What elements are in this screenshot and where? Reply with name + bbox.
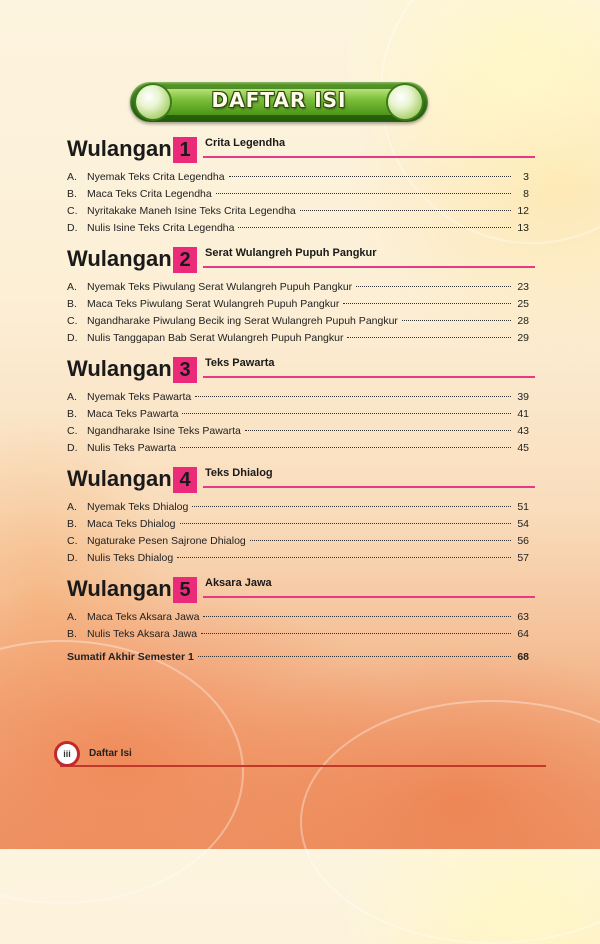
chapter-number-badge: 1: [173, 137, 197, 163]
toc-entry[interactable]: [67, 627, 529, 641]
entry-page-number: 43: [517, 425, 529, 437]
dot-leader: [356, 286, 511, 287]
entry-page-number: 64: [517, 628, 529, 640]
toc-entry[interactable]: [67, 297, 529, 311]
chapter-underline: [203, 486, 535, 488]
dot-leader: [182, 413, 511, 414]
chapter-title: Teks Dhialog: [205, 467, 273, 479]
entry-title: Nulis Isine Teks Crita Legendha: [87, 222, 235, 234]
entry-page-number: 8: [523, 188, 529, 200]
chapter-underline: [203, 156, 535, 158]
dot-leader: [238, 227, 511, 228]
entry-letter: C.: [67, 425, 78, 437]
dot-leader: [216, 193, 511, 194]
entry-page-number: 23: [517, 281, 529, 293]
entry-letter: A.: [67, 501, 77, 513]
toc-entry-summative[interactable]: [67, 650, 529, 664]
chapter-heading: [67, 136, 535, 164]
entry-letter: D.: [67, 222, 78, 234]
toc-entry[interactable]: [67, 610, 529, 624]
background-swirl: [0, 640, 244, 904]
toc-entry[interactable]: [67, 390, 529, 404]
toc-entry[interactable]: [67, 204, 529, 218]
chapter-heading: [67, 246, 535, 274]
toc-entry[interactable]: [67, 187, 529, 201]
entry-letter: B.: [67, 628, 77, 640]
toc-entry[interactable]: [67, 280, 529, 294]
entry-page-number: 13: [517, 222, 529, 234]
entry-title: Ngaturake Pesen Sajrone Dhialog: [87, 535, 246, 547]
toc-entry[interactable]: [67, 441, 529, 455]
toc-entry[interactable]: [67, 534, 529, 548]
chapter-heading: [67, 356, 535, 384]
chapter-number-badge: 5: [173, 577, 197, 603]
chapter-title: Crita Legendha: [205, 137, 286, 149]
dot-leader: [343, 303, 511, 304]
chapter-heading: [67, 466, 535, 494]
entry-title: Maca Teks Aksara Jawa: [87, 611, 200, 623]
entry-letter: C.: [67, 535, 78, 547]
entry-letter: B.: [67, 188, 77, 200]
entry-title: Nyemak Teks Crita Legendha: [87, 171, 225, 183]
footer-page-number: iii: [54, 741, 80, 767]
dot-leader: [245, 430, 511, 431]
entry-page-number: 12: [517, 205, 529, 217]
entry-letter: D.: [67, 442, 78, 454]
chapter-word: Wulangan: [67, 136, 172, 161]
dot-leader: [201, 633, 511, 634]
dot-leader: [177, 557, 511, 558]
chapter-title: Aksara Jawa: [205, 577, 272, 589]
entry-title: Nyritakake Maneh Isine Teks Crita Legendha: [87, 205, 296, 217]
chapter-number-badge: 2: [173, 247, 197, 273]
entry-letter: C.: [67, 315, 78, 327]
entry-title: Nulis Tanggapan Bab Serat Wulangreh Pupuh Pangkur: [87, 332, 344, 344]
dot-leader: [203, 616, 511, 617]
chapter-title: Serat Wulangreh Pupuh Pangkur: [205, 247, 377, 259]
dot-leader: [198, 656, 511, 657]
chapter-underline: [203, 266, 535, 268]
entry-title: Nyemak Teks Pawarta: [87, 391, 192, 403]
entry-title: Maca Teks Piwulang Serat Wulangreh Pupuh Pangkur: [87, 298, 340, 310]
entry-title: Maca Teks Pawarta: [87, 408, 179, 420]
entry-page-number: 63: [517, 611, 529, 623]
toc-entry[interactable]: [67, 500, 529, 514]
chapter-number-badge: 4: [173, 467, 197, 493]
entry-page-number: 41: [517, 408, 529, 420]
entry-title: Maca Teks Dhialog: [87, 518, 176, 530]
entry-title: Ngandharake Isine Teks Pawarta: [87, 425, 241, 437]
entry-title: Nulis Teks Aksara Jawa: [87, 628, 198, 640]
toc-entry[interactable]: [67, 551, 529, 565]
entry-letter: B.: [67, 518, 77, 530]
entry-page-number: 68: [517, 651, 529, 663]
toc-entry[interactable]: [67, 424, 529, 438]
dot-leader: [195, 396, 511, 397]
entry-letter: A.: [67, 611, 77, 623]
footer-rule: [60, 765, 546, 767]
chapter-title: Teks Pawarta: [205, 357, 275, 369]
entry-letter: A.: [67, 391, 77, 403]
entry-title: Sumatif Akhir Semester 1: [67, 651, 194, 663]
entry-page-number: 56: [517, 535, 529, 547]
dot-leader: [347, 337, 511, 338]
dot-leader: [300, 210, 511, 211]
entry-page-number: 45: [517, 442, 529, 454]
entry-letter: B.: [67, 408, 77, 420]
entry-letter: D.: [67, 332, 78, 344]
dot-leader: [402, 320, 511, 321]
entry-title: Maca Teks Crita Legendha: [87, 188, 212, 200]
dot-leader: [180, 447, 511, 448]
entry-title: Nulis Teks Dhialog: [87, 552, 174, 564]
entry-letter: A.: [67, 281, 77, 293]
entry-letter: D.: [67, 552, 78, 564]
dot-leader: [229, 176, 511, 177]
chapter-underline: [203, 376, 535, 378]
entry-title: Nyemak Teks Piwulang Serat Wulangreh Pupuh Pangkur: [87, 281, 353, 293]
toc-header-banner: [130, 82, 428, 122]
chapter-word: Wulangan: [67, 466, 172, 491]
entry-letter: A.: [67, 171, 77, 183]
dot-leader: [192, 506, 511, 507]
entry-page-number: 57: [517, 552, 529, 564]
entry-page-number: 25: [517, 298, 529, 310]
entry-title: Ngandharake Piwulang Becik ing Serat Wulangreh Pupuh Pangkur: [87, 315, 398, 327]
chapter-word: Wulangan: [67, 576, 172, 601]
toc-entry[interactable]: [67, 221, 529, 235]
toc-title: DAFTAR ISI: [211, 88, 347, 112]
chapter-number-badge: 3: [173, 357, 197, 383]
entry-title: Nyemak Teks Dhialog: [87, 501, 189, 513]
entry-page-number: 51: [517, 501, 529, 513]
entry-letter: C.: [67, 205, 78, 217]
toc-entry[interactable]: [67, 517, 529, 531]
entry-page-number: 3: [523, 171, 529, 183]
toc-entry[interactable]: [67, 331, 529, 345]
chapter-underline: [203, 596, 535, 598]
dot-leader: [180, 523, 511, 524]
dot-leader: [250, 540, 511, 541]
entry-page-number: 29: [517, 332, 529, 344]
chapter-word: Wulangan: [67, 246, 172, 271]
chapter-heading: [67, 576, 535, 604]
entry-title: Nulis Teks Pawarta: [87, 442, 177, 454]
entry-page-number: 39: [517, 391, 529, 403]
entry-page-number: 54: [517, 518, 529, 530]
background-swirl: [300, 700, 600, 944]
toc-entry[interactable]: [67, 407, 529, 421]
entry-page-number: 28: [517, 315, 529, 327]
entry-letter: B.: [67, 298, 77, 310]
chapter-word: Wulangan: [67, 356, 172, 381]
toc-entry[interactable]: [67, 170, 529, 184]
toc-entry[interactable]: [67, 314, 529, 328]
footer-label: Daftar Isi: [89, 748, 132, 759]
